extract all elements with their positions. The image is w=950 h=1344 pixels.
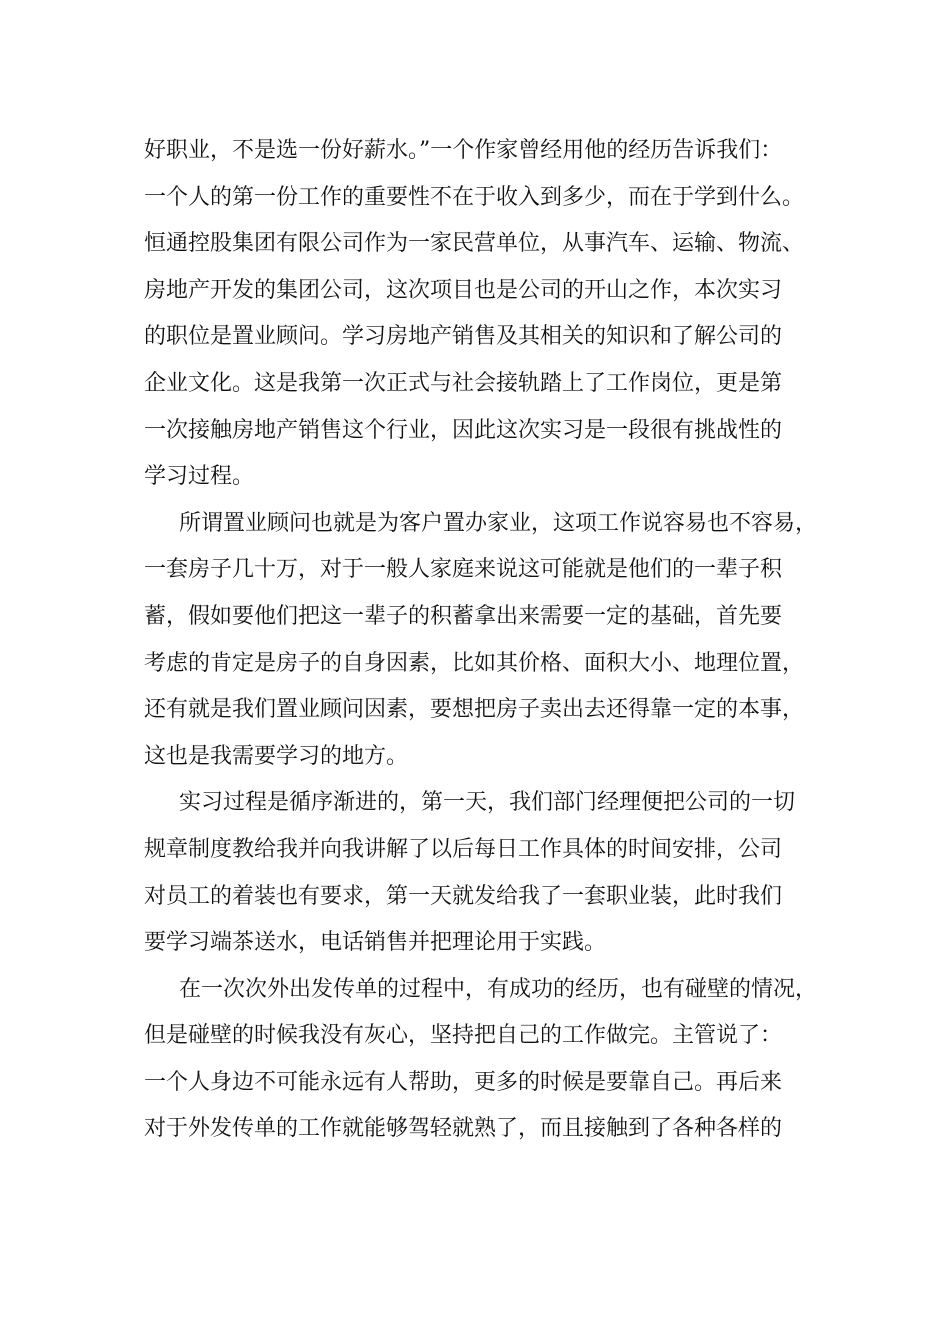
text-line: 考虑的肯定是房子的自身因素，比如其价格、面积大小、地理位置，	[144, 650, 805, 676]
text-line: 对员工的着装也有要求，第一天就发给我了一套职业装，此时我们	[144, 883, 783, 909]
text-line: 企业文化。这是我第一次正式与社会接轨踏上了工作岗位，更是第	[144, 370, 783, 396]
text-line: 蓄，假如要他们把这一辈子的积蓄拿出来需要一定的基础，首先要	[144, 603, 783, 629]
paragraph-start-line: 所谓置业顾问也就是为客户置办家业，这项工作说容易也不容易，	[179, 510, 818, 536]
text-line: 还有就是我们置业顾问因素，要想把房子卖出去还得靠一定的本事，	[144, 697, 805, 723]
text-line: 一套房子几十万，对于一般人家庭来说这可能就是他们的一辈子积	[144, 557, 783, 583]
text-line: 房地产开发的集团公司，这次项目也是公司的开山之作，本次实习	[144, 277, 783, 303]
text-line: 学习过程。	[144, 464, 255, 490]
text-line: 的职位是置业顾问。学习房地产销售及其相关的知识和了解公司的	[144, 324, 783, 350]
text-line: 规章制度教给我并向我讲解了以后每日工作具体的时间安排，公司	[144, 836, 783, 862]
text-line: 一个人的第一份工作的重要性不在于收入到多少，而在于学到什么。	[144, 184, 805, 210]
paragraph-start-line: 实习过程是循序渐进的，第一天，我们部门经理便把公司的一切	[179, 790, 796, 816]
body-text	[144, 128, 824, 1153]
text-line: 这也是我需要学习的地方。	[144, 743, 409, 769]
text-line: 要学习端茶送水，电话销售并把理论用于实践。	[144, 930, 607, 956]
text-line: 一次接触房地产销售这个行业，因此这次实习是一段很有挑战性的	[144, 417, 783, 443]
text-line: 恒通控股集团有限公司作为一家民营单位，从事汽车、运输、物流、	[144, 231, 805, 257]
text-line: 一个人身边不可能永远有人帮助，更多的时候是要靠自己。再后来	[144, 1069, 783, 1095]
text-line: 好职业，不是选一份好薪水。”一个作家曾经用他的经历告诉我们：	[144, 138, 783, 163]
text-line: 对于外发传单的工作就能够驾轻就熟了，而且接触到了各种各样的	[144, 1116, 783, 1142]
paragraph-start-line: 在一次次外出发传单的过程中，有成功的经历，也有碰壁的情况，	[179, 976, 818, 1002]
text-line: 但是碰壁的时候我没有灰心，坚持把自己的工作做完。主管说了：	[144, 1023, 783, 1049]
